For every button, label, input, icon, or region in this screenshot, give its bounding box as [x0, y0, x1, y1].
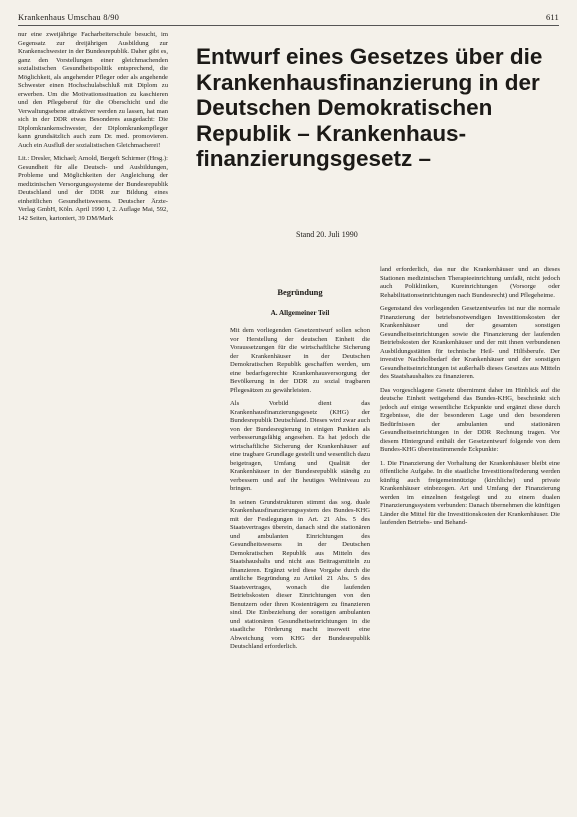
journal-name: Krankenhaus Umschau 8/90 — [18, 12, 120, 22]
left-column — [18, 31, 168, 228]
subsection-heading: A. Allgemeiner Teil — [270, 308, 330, 317]
list-item: 1. Die Finanzierung der Vorhaltung der Krankenhäuser bleibt eine öffentliche Aufgabe. In die staatliche Investitionsförderung werden künftig auch freigemeinnützige (kirchliche) und private Krankenhäuser einbezogen. Art und Umfang der Finanzierung werden im einzelnen festgelegt und zu einem dualen Finanzierungssystem verbunden: Danach übernehmen die künftigen Länder die Mittel für die Investitionskosten der Krankenhäuser. Die laufenden Betriebs- und Behand- — [380, 459, 560, 526]
body-paragraph: Gegenstand des vorliegenden Gesetzentwurfes ist nur die normale Finanzierung der betriebsnotwendigen Investitionskosten der Krankenhäuser und der gesamten sonstigen Gesundheitseinrichtungen sowie die Finanzierung der laufenden Betriebskosten der Krankenhäuser und der mit ihnen verbundenen Ausbildungsstätten für technische Heil- und Hilfsberufe. Der investive Nachholbedarf der Krankenhäuser und der sonstigen Gesundheitseinrichtungen ist außerhalb dieses Gesetzes aus Mitteln des Staatshaushaltes zu finanzieren. — [380, 305, 560, 380]
article-title: Entwurf eines Gesetzes über die Krankenhausfinanzierung in der Deutschen Demokratischen Republik – Krankenhaus-finanzierungsgesetz – — [196, 44, 543, 171]
left-paragraph: nur eine zweijährige Facharbeiterschule besucht, im Gegensatz zur dreijährigen Ausbildung zur Krankenschwester in der Bundesrepublik. Daher gibt es, ganz den Vorstellungen einer gleichmachenden sozialistischen Gesundheitspolitik entsprechend, die Möglichkeit, als angehender Pfleger oder als angehende Schwester einen Hochschulabschluß mit Diplom zu erwerben. Um die Motivationssituation zu kaschieren und den Pflegeberuf für die Oberschicht und die Verwaltungsebene attraktiver werden zu lassen, hat man sich in der DDR etwas Besonderes ausgedacht: Die Diplomkrankenschwester, der Diplomkrankenpfleger kann grundsätzlich auch zum Dr. med. promovieren. Auch ein Ausfluß der sozialistischen Gleichmacherei! — [18, 31, 168, 149]
body-paragraph: Mit dem vorliegenden Gesetzentwurf sollen schon vor Herstellung der deutschen Einheit die Voraussetzungen für die wirtschaftliche Sicherung der Krankenhäuser in der Deutschen Demokratischen Republik geschaffen werden, um eine bedarfsgerechte Krankenhausversorgung der Bevölkerung in der DDR zu sozial tragbaren Pflegesätzen zu gewährleisten. — [230, 327, 370, 394]
eckpunkte-list — [380, 460, 560, 528]
body-paragraph: Das vorgeschlagene Gesetz übernimmt daher im Hinblick auf die deutsche Einheit weitgehend das Bundes-KHG, beschränkt sich jedoch auf einige wesentliche Eckpunkte und ergänzt diese durch Ergebnisse, die der besonderen Lage und den besonderen Bedürfnissen der ambulanten und stationären Gesundheitseinrichtungen in der DDR Rechnung tragen. Vor diesem Hintergrund enthält der Gesetzentwurf folgende von dem Bundes-KHG übereinstimmende Eckpunkte: — [380, 386, 560, 453]
page-number: 611 — [545, 12, 559, 22]
body-paragraph: Als Vorbild dient das Krankenhausfinanzierungsgesetz (KHG) der Bundesrepublik Deutschland. Dieses wird zwar auch von der Bundesregierung in einigen Punkten als verbesserungsfähig angesehen. Es hat jedoch die wirtschaftliche Sicherung der Krankenhäuser auf eine tragbare Grundlage gestellt und wesentlich dazu beigetragen, Umfang und Qualität der Krankenhäuser in der Bundesrepublik ständig zu verbessern und auf ihr heutiges Weltniveau zu bringen. — [230, 400, 370, 492]
date-line: Stand 20. Juli 1990 — [296, 230, 358, 239]
body-paragraph: In seinen Grundstrukturen stimmt das sog. duale Krankenhausfinanzierungssystem des Bundes-KHG mit der Festlegungen in Art. 21 Abs. 5 des Staatsvertrages überein, danach sind die stationären und ambulanten Einrichtungen des Gesundheitswesens in der Deutschen Demokratischen Republik aus Mitteln des Staatshaushalts und nicht aus Beitragsmitteln zu finanzieren. Ergänzt wird diese Vorgabe durch die amtliche Begründung zu Artikel 21 Abs. 5 des Staatsvertrages, wonach die laufenden Betriebskosten dieser Einrichtungen von den Benutzern oder ihren Kostenträgern zu finanzieren sind. Die Einbeziehung der sonstigen ambulanten und stationären Gesundheitseinrichtungen in die staatliche Förderung macht insoweit eine Abweichung vom KHG der Bundesrepublik Deutschland erforderlich. — [230, 498, 370, 650]
header-rule — [18, 25, 559, 26]
literature-reference: Lit.: Dresler, Michael; Arnold, Bergeft Schirmer (Hrsg.): Gesundheit für alle Deutsch- und Ausbildungen, Probleme und Möglichkeiten der Angleichung der medizinischen Versorgungssysteme der Bundesrepublik Deutschland und der DDR zur Bildung eines einheitlichen Gesundheitswesens. Deutscher Ärzte-Verlag GmbH, Köln. April 1990 I, 2. Auflage Mai, 592, 142 Seiten, kartoniert, 39 DM/Mark — [18, 155, 168, 222]
section-heading: Begründung — [277, 287, 323, 297]
right-column — [380, 266, 560, 531]
running-head — [18, 12, 559, 22]
body-paragraph: land erforderlich, das nur die Krankenhäuser und an dieses Stationen medizinischen Therapieeinrichtung umfaßt, nicht jedoch auch Polikliniken, Kureinrichtungen (Vorsorge oder Rehabilitationseinrichtungen nach Bundesrecht) und Pflegeheime. — [380, 266, 560, 299]
middle-column — [230, 288, 370, 657]
